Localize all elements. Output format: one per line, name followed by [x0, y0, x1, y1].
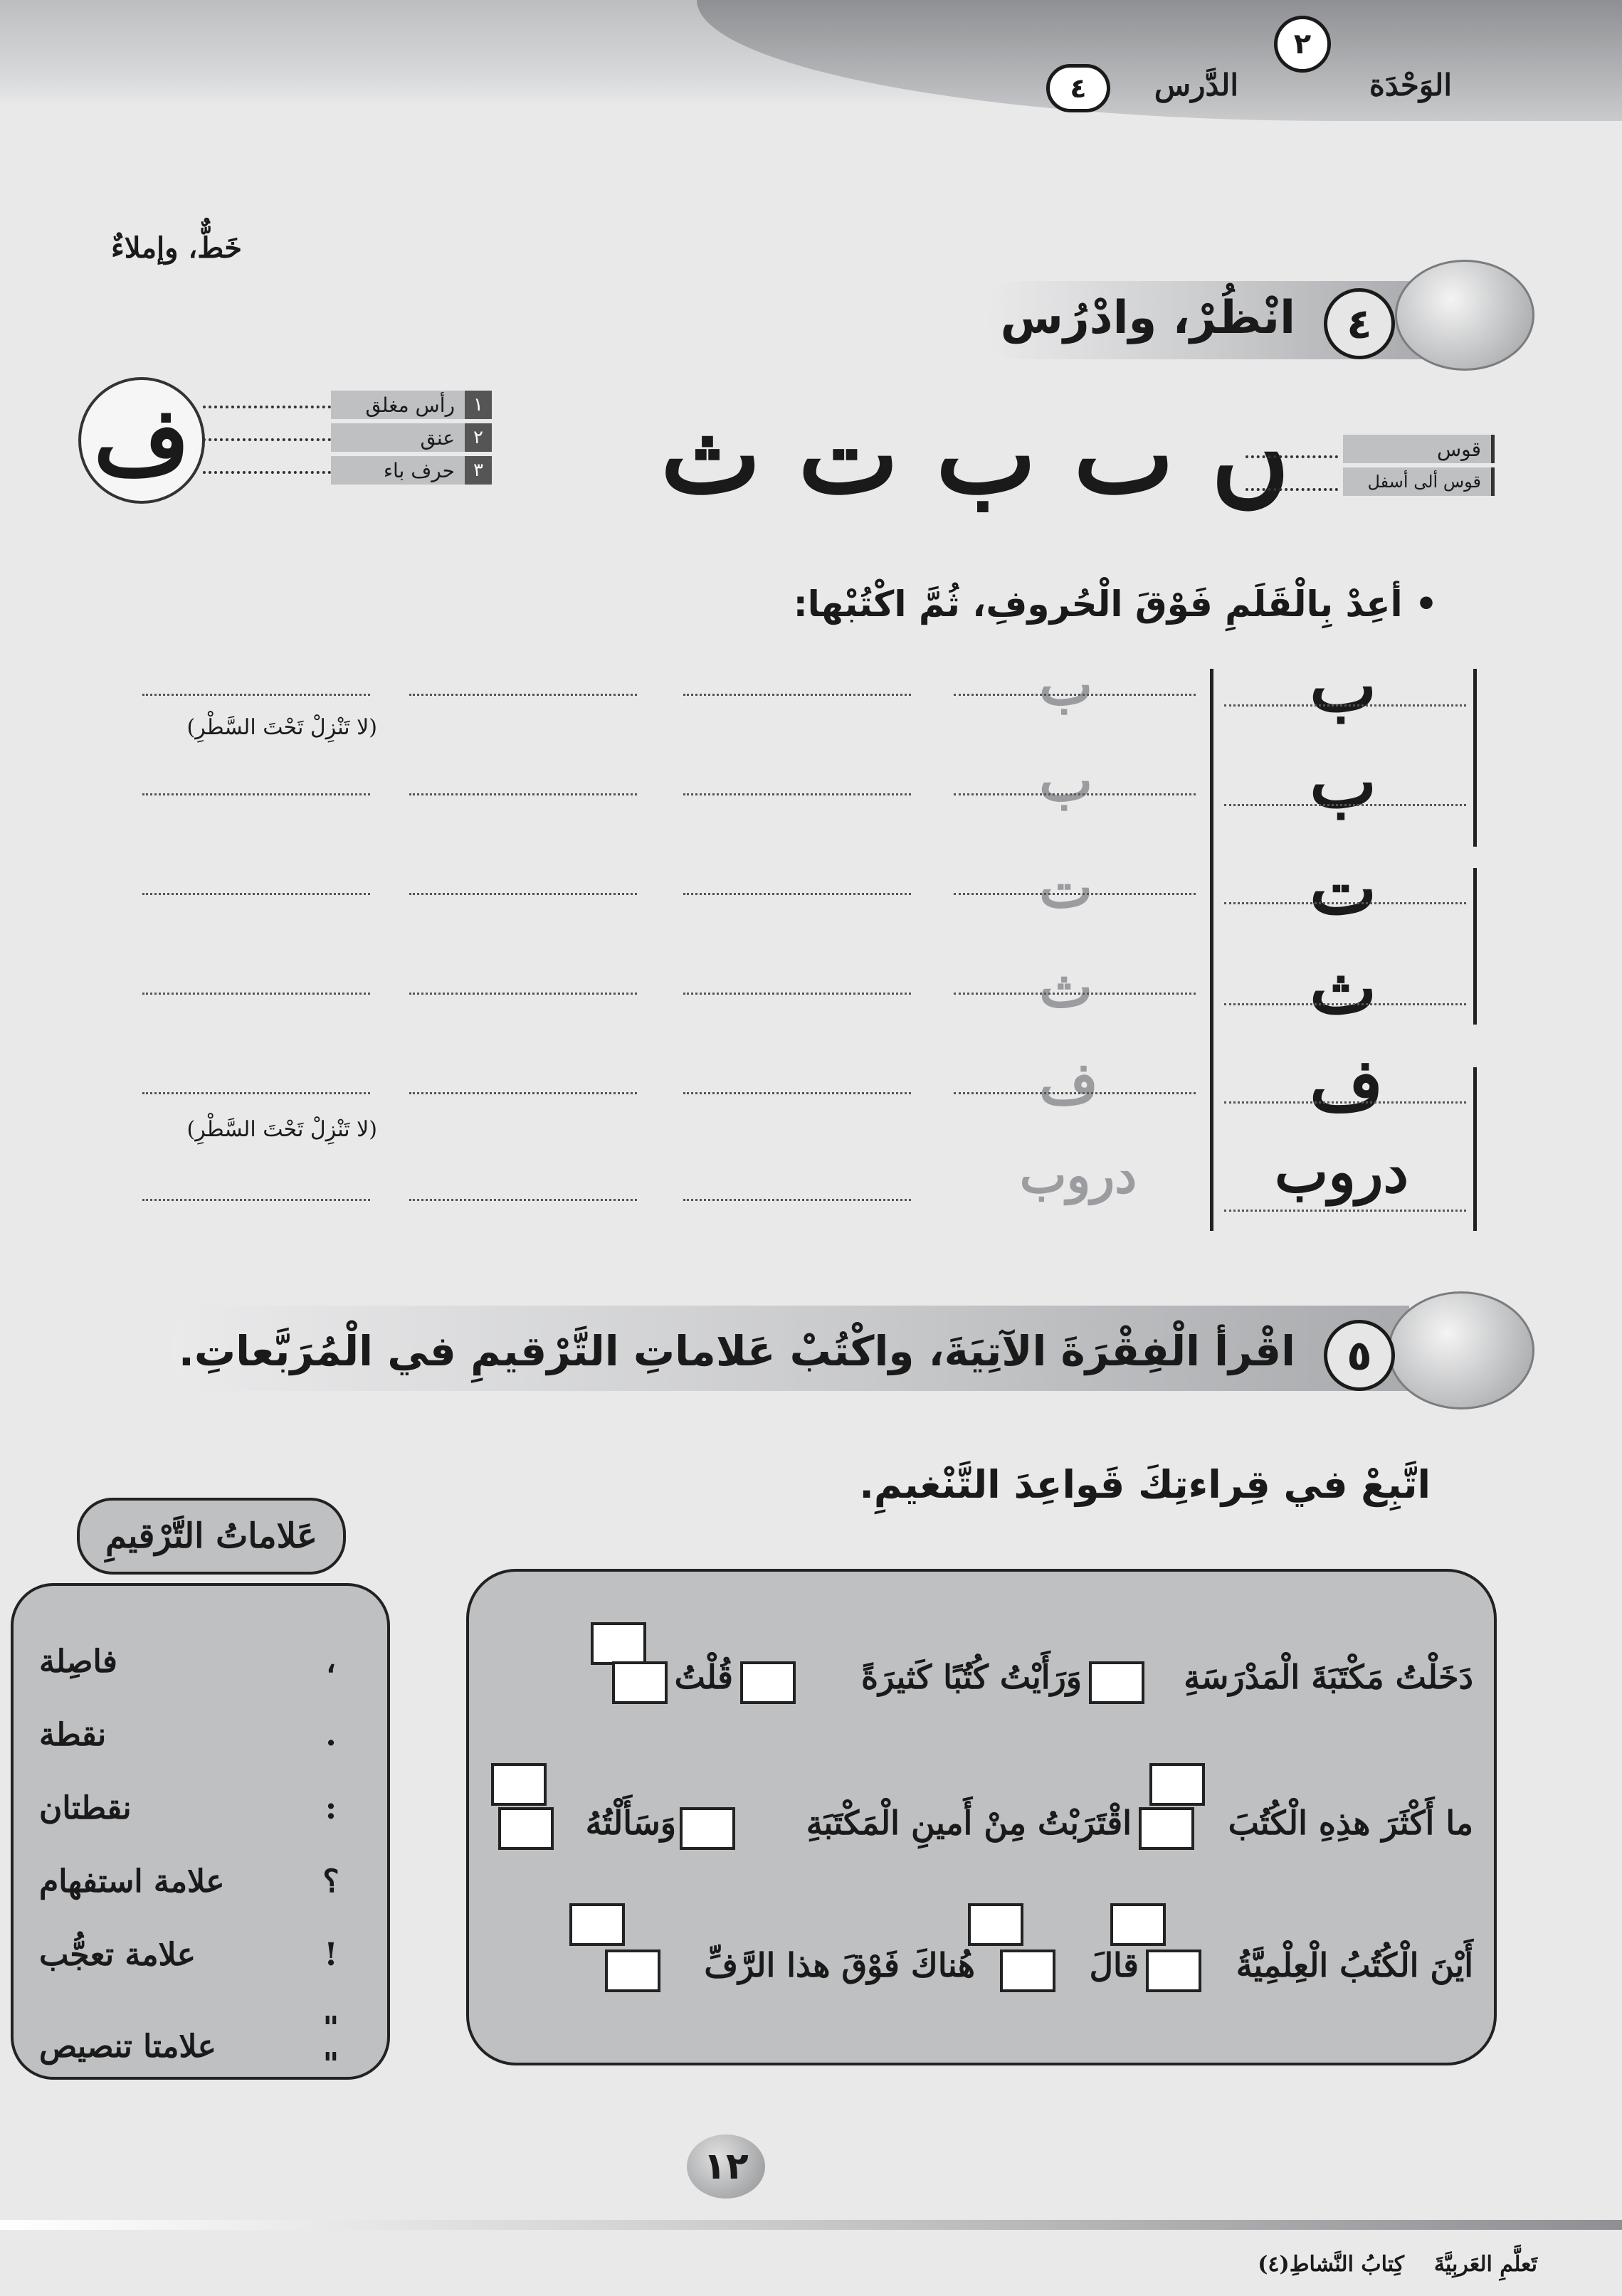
label-text-2: عنق	[331, 423, 465, 452]
punct-item-period	[39, 1717, 352, 1753]
write-line[interactable]	[683, 1092, 911, 1094]
model-letter-3: ت	[1310, 847, 1377, 931]
write-line[interactable]	[142, 893, 370, 895]
punct-name: فاصِلة	[39, 1644, 117, 1680]
section4-number: ٤	[1324, 288, 1395, 359]
write-line[interactable]	[954, 1092, 1196, 1094]
grid-divider-1	[1210, 669, 1213, 847]
write-line[interactable]	[142, 993, 370, 995]
write-line[interactable]	[142, 793, 370, 795]
model-letter-2: ب	[1310, 740, 1377, 824]
punct-name: نقطتان	[39, 1790, 132, 1826]
write-line[interactable]	[409, 1199, 637, 1201]
grid-right-1	[1473, 669, 1477, 847]
instruction-1-text: أعِدْ بِالْقَلَمِ فَوْقَ الْحُروفِ، ثُمَّ اكْتُبْها:	[793, 583, 1403, 625]
punct-symbol: .	[325, 1717, 337, 1753]
model-underline-4	[1224, 1003, 1466, 1005]
passage-line1-part1: دَخَلْتُ مَكْتَبَةَ الْمَدْرَسَةِ	[1184, 1658, 1473, 1696]
write-line[interactable]	[409, 1092, 637, 1094]
footer-text: تَعلَّمِ العَربِيَّةَ كِتابُ النَّشاطِ(٤)	[1258, 2252, 1537, 2277]
right-pointer-1	[1246, 455, 1338, 458]
pen-book-icon	[1395, 260, 1534, 371]
punct-item-question	[39, 1863, 352, 1900]
write-line[interactable]	[683, 694, 911, 696]
punct-box[interactable]	[569, 1903, 625, 1946]
punct-box[interactable]	[491, 1763, 547, 1806]
write-line[interactable]	[954, 893, 1196, 895]
punct-box[interactable]	[498, 1807, 554, 1850]
note-below-line-2: (لا تَنْزِلْ تَحْتَ السَّطْرِ)	[186, 1117, 377, 1142]
lesson-number-badge: ٤	[1046, 64, 1110, 112]
write-line[interactable]	[954, 993, 1196, 995]
punct-name: علامة تعجُّب	[39, 1937, 196, 1973]
model-underline-3	[1224, 902, 1466, 904]
punct-name: نقطة	[39, 1717, 107, 1753]
write-line[interactable]	[409, 793, 637, 795]
note-below-line-1: (لا تَنْزِلْ تَحْتَ السَّطْرِ)	[186, 715, 377, 740]
lesson-label: الدَّرس	[1154, 68, 1238, 102]
passage-line3-part3: هُناكَ فَوْقَ هذا الرَّفِّ	[704, 1946, 975, 1984]
punct-symbol: " "	[322, 2010, 339, 2083]
passage-line2-part2: اقْتَرَبْتُ مِنْ أَمينِ الْمَكْتَبَةِ	[806, 1804, 1132, 1842]
label-arc	[1338, 434, 1495, 464]
trace-letter-5: ف	[1039, 1049, 1098, 1116]
punct-item-colon	[39, 1790, 352, 1826]
left-pointer-1	[203, 406, 331, 408]
trace-word-6: دروب	[1019, 1146, 1137, 1205]
write-line[interactable]	[409, 993, 637, 995]
label-row-3	[331, 455, 492, 485]
punct-name: علامتا تنصيص	[39, 2028, 216, 2065]
book-music-icon	[1388, 1291, 1534, 1409]
section4-title: انْظُرْ، وادْرُس	[1000, 292, 1295, 344]
punct-box[interactable]	[1149, 1763, 1205, 1806]
write-line[interactable]	[954, 694, 1196, 696]
left-pointer-3	[203, 471, 331, 474]
label-arc-down-text: قوس ألى أسفل	[1343, 467, 1491, 496]
label-arc-text: قوس	[1343, 435, 1491, 463]
model-underline-1	[1224, 704, 1466, 707]
label-text-3: حرف باء	[331, 456, 465, 485]
grid-right-3	[1473, 1067, 1477, 1231]
unit-number-badge: ٢	[1274, 16, 1331, 73]
passage-line2-part3: وَسَأَلْتُهُ	[585, 1804, 676, 1842]
punct-item-exclamation	[39, 1937, 352, 1973]
model-word-6: دروب	[1274, 1138, 1409, 1205]
model-underline-5	[1224, 1101, 1466, 1104]
grid-divider-3	[1210, 1067, 1213, 1231]
trace-letter-3: ت	[1039, 854, 1093, 921]
punct-box[interactable]	[605, 1950, 660, 1992]
big-letter-circle: ف	[78, 377, 205, 504]
label-num-1: ١	[465, 391, 492, 419]
write-line[interactable]	[142, 1092, 370, 1094]
write-line[interactable]	[142, 694, 370, 696]
trace-letter-2: ب	[1039, 747, 1093, 814]
punct-name: علامة استفهام	[39, 1863, 225, 1900]
punct-box[interactable]	[1139, 1807, 1194, 1850]
punct-box[interactable]	[612, 1661, 668, 1704]
footer-band	[0, 2220, 1622, 2230]
punct-box[interactable]	[740, 1661, 796, 1704]
model-letter-1: ب	[1310, 644, 1377, 728]
label-arc-down	[1338, 467, 1495, 497]
model-letter-4: ث	[1310, 946, 1377, 1030]
passage-line2-part1: ما أَكْثَرَ هذِهِ الْكُتُبَ	[1228, 1804, 1473, 1842]
instruction-1	[754, 583, 1438, 625]
punctuation-list	[39, 1644, 352, 2083]
instruction-2: اتَّبِعْ في قِراءتِكَ قَواعِدَ التَّنْغيمِ.	[859, 1462, 1431, 1507]
punct-box[interactable]	[680, 1807, 735, 1850]
trace-letter-4: ث	[1039, 953, 1093, 1020]
punct-box[interactable]	[1000, 1950, 1055, 1992]
punct-symbol: ؟	[322, 1863, 339, 1900]
punct-symbol: :	[325, 1790, 337, 1826]
punct-item-comma	[39, 1644, 352, 1680]
letters-display: ں ٮ ب ت ث	[660, 393, 1290, 518]
punct-box[interactable]	[591, 1622, 646, 1665]
left-labels	[331, 390, 492, 485]
unit-label: الوَحْدَة	[1369, 68, 1452, 102]
passage-line1-part3: قُلْتُ	[674, 1658, 733, 1696]
right-labels	[1338, 434, 1495, 497]
label-row-2	[331, 423, 492, 453]
model-letter-5: ف	[1310, 1042, 1384, 1126]
punct-box[interactable]	[968, 1903, 1023, 1946]
punct-box[interactable]	[1110, 1903, 1166, 1946]
section5-title: اقْرأ الْفِقْرَةَ الآتِيَةَ، واكْتُبْ عَلاماتِ التَّرْقيمِ في الْمُرَبَّعاتِ.	[178, 1327, 1295, 1375]
write-line[interactable]	[683, 893, 911, 895]
write-line[interactable]	[142, 1199, 370, 1201]
punctuation-title: عَلاماتُ التَّرْقيمِ	[77, 1498, 346, 1575]
punct-symbol: !	[324, 1937, 338, 1973]
punct-box[interactable]	[1146, 1950, 1201, 1992]
passage-line3-part2: قالَ	[1089, 1946, 1139, 1984]
label-num-2: ٢	[465, 423, 492, 452]
bullet-icon: •	[1402, 583, 1438, 625]
model-underline-6	[1224, 1210, 1466, 1212]
section5-number: ٥	[1324, 1320, 1395, 1391]
label-text-1: رأس مغلق	[331, 391, 465, 419]
punct-symbol: ،	[325, 1644, 337, 1680]
write-line[interactable]	[409, 694, 637, 696]
grid-right-2	[1473, 868, 1477, 1025]
write-line[interactable]	[683, 793, 911, 795]
model-underline-2	[1224, 804, 1466, 806]
write-line[interactable]	[409, 893, 637, 895]
passage-line3-part1: أَيْنَ الْكُتُبُ الْعِلْمِيَّةُ	[1236, 1946, 1473, 1984]
page-number: ١٢	[687, 2134, 765, 2199]
left-pointer-2	[203, 438, 331, 441]
punct-item-quotes	[39, 2010, 352, 2083]
write-line[interactable]	[954, 793, 1196, 795]
label-row-1	[331, 390, 492, 420]
write-line[interactable]	[683, 1199, 911, 1201]
label-num-3: ٣	[465, 456, 492, 485]
write-line[interactable]	[683, 993, 911, 995]
grid-divider-2	[1210, 868, 1213, 1025]
right-pointer-2	[1246, 488, 1338, 491]
punct-box[interactable]	[1089, 1661, 1144, 1704]
passage-line1-part2: وَرَأَيْتُ كُتُبًا كَثيرَةً	[860, 1658, 1082, 1696]
trace-letter-1: ب	[1039, 651, 1093, 718]
subject-tag: خَطٌّ، وإملاءٌ	[110, 231, 242, 265]
